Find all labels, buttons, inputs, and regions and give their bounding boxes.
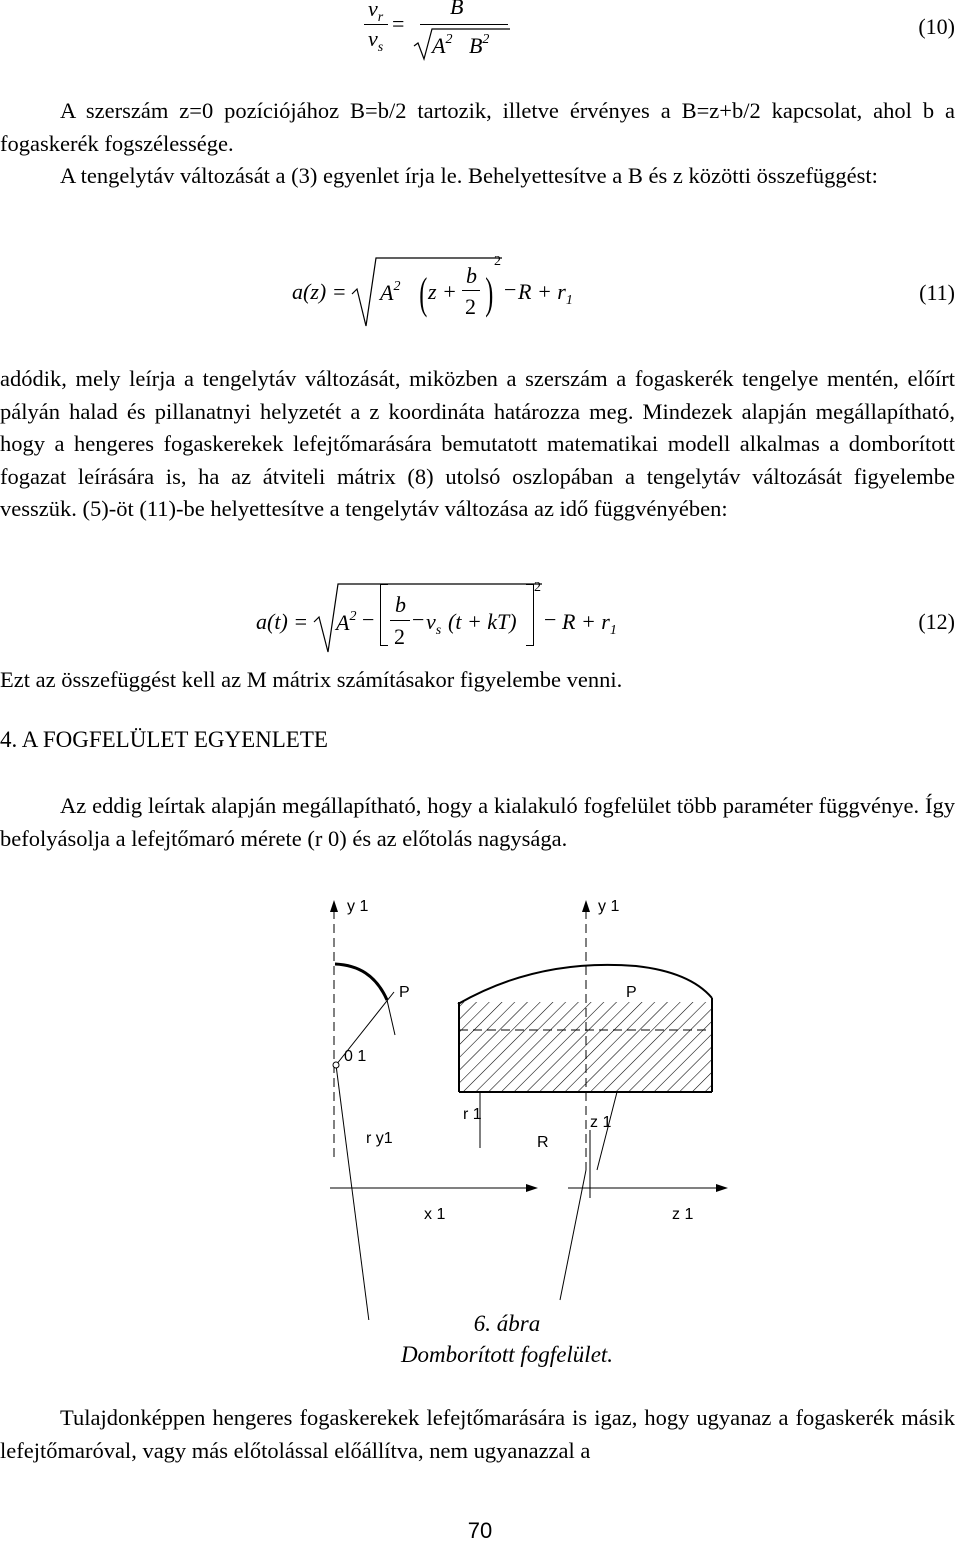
label-z1-top: z 1 [590,1114,612,1131]
figure-6-diagram [0,880,960,1320]
paragraph-2: A tengelytáv változását a (3) egyenlet írja le. Behelyettesítve a B és z közötti összefüggést: [60,163,878,188]
eq11-A: $A^2$ [380,279,401,305]
eq11-outer-exp: 2 [494,254,501,269]
eq10-vr: $v_r$ [368,0,384,25]
right-tooth-hatched-body [459,1002,712,1092]
eq10-equals: = [392,11,405,36]
eq12-A: $A^2$ [336,609,357,635]
equation-10 [362,0,522,62]
eq10-vs: $v_s$ [368,26,384,55]
eq12-paren: (t + kT) [448,609,517,634]
label-o1: 0 1 [344,1048,367,1065]
label-z1-bottom: z 1 [672,1206,694,1223]
eq10-B: B [450,0,464,19]
eq12-minus-1: − [362,607,375,632]
label-ry1: r y1 [366,1130,393,1147]
left-y1-arrow-icon [330,900,338,912]
equation-12 [256,578,636,658]
equation-10-number: (10) [918,14,955,39]
right-long-line [560,1170,586,1300]
eq12-minus-2: − [412,607,425,632]
equation-12-number: (12) [918,609,955,634]
eq12-two: 2 [394,624,405,649]
label-x1: x 1 [424,1206,446,1223]
eq10-fraction-bar-right [420,24,508,25]
label-r1: r 1 [463,1106,482,1123]
paragraph-1: A szerszám z=0 pozíciójához B=b/2 tartozik, illetve érvényes a B=z+b/2 kapcsolat, ahol b a fogaskerék fogszélessége. [0,98,955,156]
label-R: R [537,1134,549,1151]
eq11-two: 2 [465,294,476,319]
label-p-right: P [626,984,637,1001]
figure-caption-number: 6. ábra [473,1311,541,1336]
center-o1-icon [333,1062,339,1068]
figure-caption-title: Domborított fogfelület. [400,1342,614,1367]
left-x1-arrow-icon [526,1184,538,1192]
eq11-tail: $R + r_1$ [518,279,573,308]
label-p-left: P [399,984,410,1001]
eq11-b: b [466,263,477,288]
paragraph-intro [0,95,955,193]
eq11-z: z + [428,279,457,304]
eq10-den: $A^2$ $B^2$ [432,32,490,58]
eq11-minus: − [504,277,517,302]
eq12-tail: $R + r_1$ [562,609,617,638]
eq12-outer-exp: 2 [534,580,541,595]
eq11-right-paren: ) [485,269,494,318]
eq12-b: b [395,592,406,617]
eq11-left-paren: ( [419,269,428,318]
eq12-left-bracket [380,584,388,646]
equation-11-number: (11) [919,280,955,305]
page-number: 70 [467,1518,493,1543]
eq11-fraction-bar [462,290,480,291]
paragraph-3: adódik, mely leírja a tengelytáv változását, miközben a szerszám a fogaskerék tengelye mentén, előírt pályán halad és pillanatnyi helyzetét a z koordináta határozza meg. Mindezek alapján megállapítható, hogy a hengeres fogaskerekek lefejtőmarására bemutatott matematikai modell alkalmas a domborított fogazat leírására is, ha az átviteli mátrix (8) utolsó oszlopában a tengelytáv változását figyelembe vesszük. (5)-öt (11)-be helyettesítve a tengelytáv változása az idő függvényében: [0,366,955,521]
left-profile-continuation [387,1000,395,1035]
eq12-minus-3: − [544,607,557,632]
right-z1-arrow-icon [716,1184,728,1192]
eq10-fraction-bar-left [364,24,388,25]
paragraph-6: Tulajdonképpen hengeres fogaskerekek lefejtőmarására is igaz, hogy ugyanaz a fogaskerék másik lefejtőmaróval, vagy más előtolással előállítva, nem ugyanazzal a [0,1405,955,1463]
eq12-fraction-bar [390,620,410,621]
right-R-line [597,1092,617,1170]
paragraph-5: Az eddig leírtak alapján megállapítható, hogy a kialakuló fogfelület több paraméter függvénye. Így befolyásolja a lefejtőmaró mérete (r 0) és az előtolás nagysága. [0,793,955,851]
equation-11 [292,252,572,332]
eq12-right-bracket [526,584,534,646]
label-y1-right: y 1 [598,898,620,915]
right-y1-arrow-icon [582,900,590,912]
paragraph-4: Ezt az összefüggést kell az M mátrix számításakor figyelembe venni. [0,667,623,692]
eq11-lhs: a(z) = [292,279,347,304]
eq12-v: $v_s$ [426,609,442,638]
left-radius-ry1 [336,1065,392,1320]
left-tooth-profile [335,964,387,1000]
eq12-lhs: a(t) = [256,609,309,634]
right-tooth-arc [458,965,712,1004]
section-heading: 4. A FOGFELÜLET EGYENLETE [0,727,328,752]
label-y1-left: y 1 [347,898,369,915]
